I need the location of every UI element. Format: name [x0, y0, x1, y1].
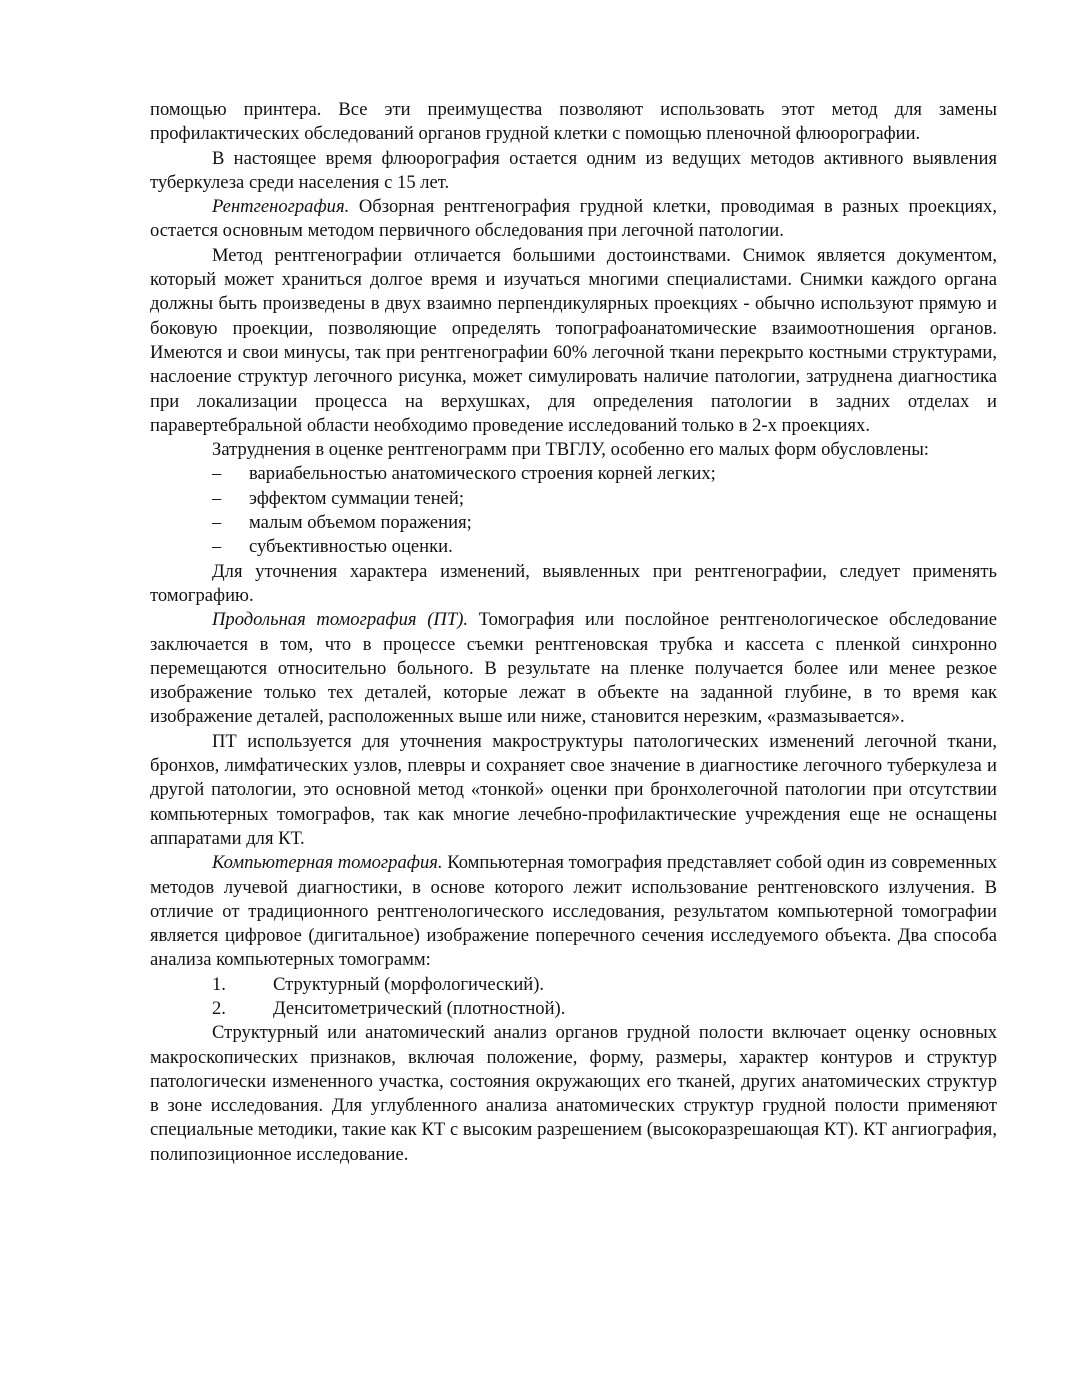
paragraph-text: Обзорная рентгенография грудной клетки, проводимая в разных проекциях, остается основным методом первичного обследования при легочной патологии.	[150, 196, 997, 242]
paragraph: Метод рентгенографии отличается большими достоинствами. Снимок является документом, который может храниться долгое время и изучаться многими специалистами. Снимки каждого органа должны быть произведены в двух взаимно перпендикулярных проекциях - обычно используют прямую и боковую проекции, позволяющие определять топографоанатомические взаимоотношения органов. Имеются и свои минусы, так при рентгенографии 60% легочной ткани перекрыто костными структурами, наслоение структур легочного рисунка, может симулировать наличие патологии, затруднена диагностика при локализации процесса на верхушках, для определения патологии в задних отделах и паравертебральной области необходимо проведение исследований только в 2-х проекциях.	[150, 244, 997, 436]
list-marker: 2.	[212, 997, 226, 1019]
paragraph: помощью принтера. Все эти преимущества позволяют использовать этот метод для замены профилактических обследований органов грудной клетки с помощью пленочной флюорографии.	[150, 99, 997, 145]
paragraph-text: Компьютерная томография представляет собой один из современных методов лучевой диагностики, в основе которого лежит использование рентгеновского излучения. В отличие от традиционного рентгенологического исследования, результатом компьютерной томографии является цифровое (дигитальное) изображение поперечного сечения исследуемого объекта. Два способа анализа компьютерных томограмм:	[150, 852, 998, 971]
section-lead-linear-tomography: Продольная томография (ПТ).	[212, 609, 469, 631]
paragraph: В настоящее время флюорография остается одним из ведущих методов активного выявления туберкулеза среди населения с 15 лет.	[150, 147, 997, 193]
paragraph: Структурный или анатомический анализ органов грудной полости включает оценку основных макроскопических признаков, включая положение, форму, размеры, характер контуров и структур патологически измененного участка, состояния окружающих его тканей, других анатомических структур в зоне исследования. Для углубленного анализа анатомических структур грудной полости применяют специальные методики, такие как КТ с высоким разрешением (высокоразрешающая КТ). КТ ангиография, полипозиционное исследование.	[150, 1022, 997, 1165]
section-lead-radiography: Рентгенография.	[212, 196, 350, 218]
list-item	[150, 535, 997, 559]
list-item	[150, 973, 997, 997]
list-item-text: эффектом суммации теней;	[249, 487, 465, 509]
paragraph-text: Томография или послойное рентгенологическое обследование заключается в том, что в процессе съемки рентгеновская трубка и кассета с пленкой синхронно перемещаются относительно больного. В результате на пленке получается более или менее резкое изображение только тех деталей, которые лежат в объекте на заданной глубине, в то время как изображение деталей, расположенных выше или ниже, становится нерезким, «размазывается».	[150, 609, 997, 728]
list-marker: –	[212, 463, 222, 485]
list-item-text: Денситометрический (плотностной).	[273, 997, 566, 1019]
paragraph: Затруднения в оценке рентгенограмм при ТВГЛУ, особенно его малых форм обусловлены:	[212, 439, 929, 461]
list-item-text: малым объемом поражения;	[249, 512, 472, 534]
list-marker: –	[212, 512, 222, 534]
list-item-text: субъективностью оценки.	[249, 536, 453, 558]
list-marker: 1.	[212, 973, 226, 995]
dash-list	[150, 462, 997, 559]
document-page	[150, 98, 997, 1167]
list-item	[150, 462, 997, 486]
list-item	[150, 487, 997, 511]
list-item	[150, 511, 997, 535]
list-marker: –	[212, 536, 222, 558]
paragraph-computed-tomography	[150, 851, 997, 972]
list-marker: –	[212, 487, 222, 509]
list-item-text: Структурный (морфологический).	[273, 973, 545, 995]
paragraph-radiography	[150, 195, 997, 244]
paragraph: ПТ используется для уточнения макроструктуры патологических изменений легочной ткани, бронхов, лимфатических узлов, плевры и сохраняет свое значение в диагностике легочного туберкулеза и другой патологии, это основной метод «тонкой» оценки при бронхолегочной патологии при отсутствии компьютерных томографов, так как многие лечебно-профилактические учреждения еще не оснащены аппаратами для КТ.	[150, 730, 997, 849]
section-lead-computed-tomography: Компьютерная томография.	[212, 852, 443, 874]
paragraph: Для уточнения характера изменений, выявленных при рентгенографии, следует применять томографию.	[150, 560, 997, 606]
numbered-list	[150, 973, 997, 1022]
list-item	[150, 997, 997, 1021]
list-item-text: вариабельностью анатомического строения корней легких;	[249, 463, 716, 485]
paragraph-linear-tomography	[150, 608, 997, 729]
